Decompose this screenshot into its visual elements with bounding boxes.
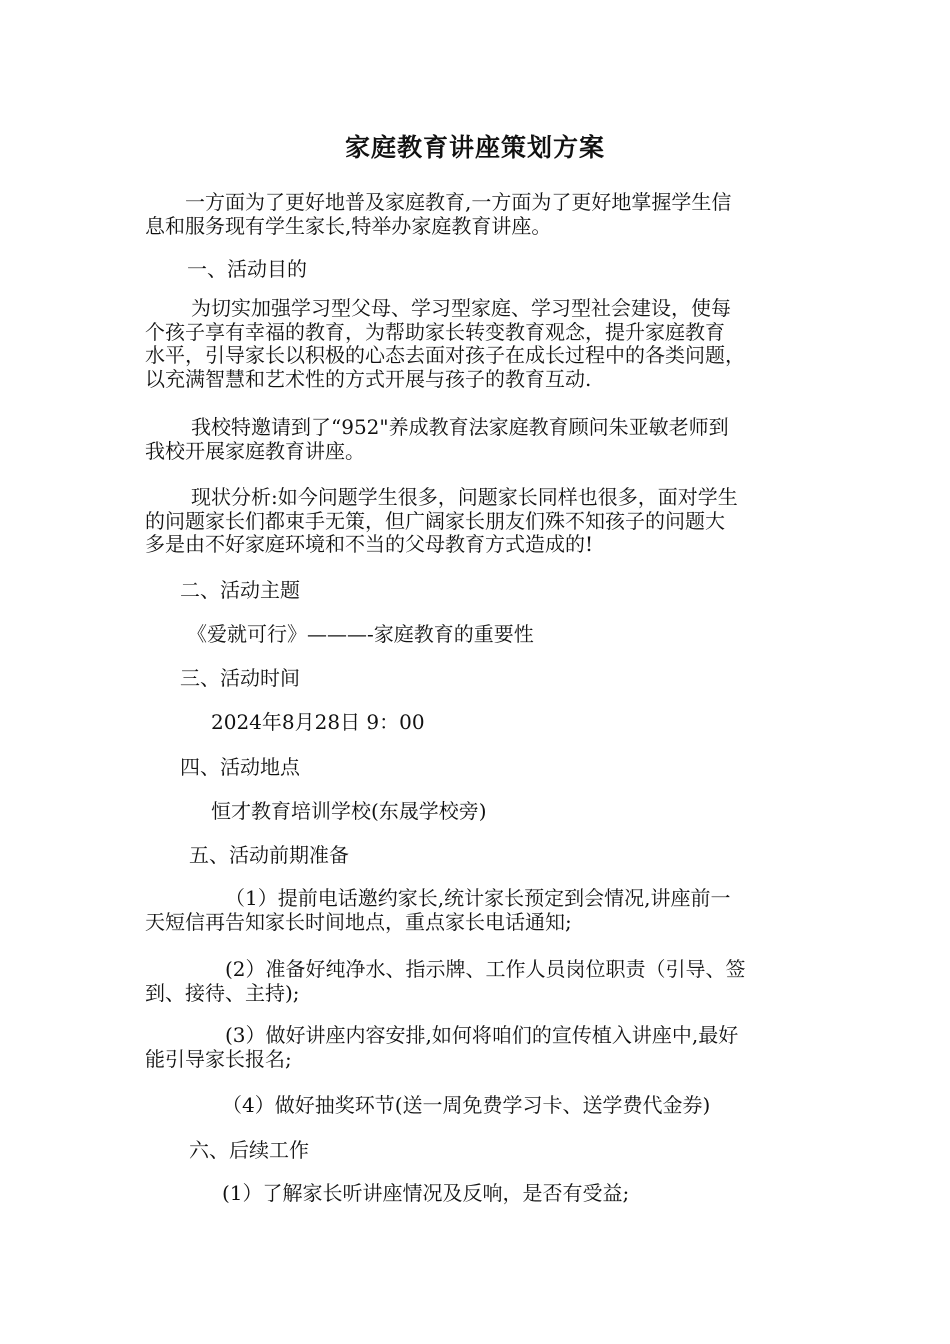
analysis-paragraph: [145, 486, 738, 557]
section-6-heading: 六、后续工作: [189, 1138, 309, 1162]
prep-item-1-line-1: （1）提前电话邀约家长,统计家长预定到会情况,讲座前一: [225, 886, 731, 910]
purpose-line-3: 水平，引导家长以积极的心态去面对孩子在成长过程中的各类问题，: [145, 343, 745, 367]
invite-line-2: 我校开展家庭教育讲座。: [145, 438, 365, 463]
event-time: 2024年8月28日 9：00: [211, 710, 425, 734]
theme-text: 《爱就可行》———-家庭教育的重要性: [187, 622, 534, 646]
invite-paragraph: [145, 416, 729, 463]
invite-line-1: 我校特邀请到了“952"养成教育法家庭教育顾问朱亚敏老师到: [191, 415, 729, 439]
purpose-line-1: 为切实加强学习型父母、学习型家庭、学习型社会建设，使每: [191, 296, 731, 320]
prep-item-4: （4）做好抽奖环节(送一周免费学习卡、送学费代金券): [222, 1093, 711, 1117]
prep-item-3-line-1: (3）做好讲座内容安排,如何将咱们的宣传植入讲座中,最好: [225, 1023, 739, 1047]
intro-line-2: 息和服务现有学生家长,特举办家庭教育讲座。: [145, 213, 552, 238]
prep-item-3-line-2: 能引导家长报名;: [145, 1046, 292, 1071]
intro-paragraph: [145, 191, 731, 238]
intro-line-1: 一方面为了更好地普及家庭教育,一方面为了更好地掌握学生信: [185, 190, 732, 214]
purpose-paragraph: [145, 297, 745, 391]
analysis-line-2: 的问题家长们都束手无策，但广阔家长朋友们殊不知孩子的问题大: [145, 508, 725, 533]
prep-item-2-line-1: (2）准备好纯净水、指示牌、工作人员岗位职责（引导、签: [225, 957, 746, 981]
purpose-line-4: 以充满智慧和艺术性的方式开展与孩子的教育互动.: [145, 366, 592, 391]
purpose-line-2: 个孩子享有幸福的教育，为帮助家长转变教育观念，提升家庭教育: [145, 319, 725, 344]
section-5-heading: 五、活动前期准备: [189, 843, 349, 867]
prep-item-3: [145, 1024, 738, 1071]
prep-item-1-line-2: 天短信再告知家长时间地点，重点家长电话通知;: [145, 909, 572, 934]
analysis-line-1: 现状分析:如今问题学生很多，问题家长同样也很多，面对学生: [191, 485, 738, 509]
event-location: 恒才教育培训学校(东晟学校旁): [211, 799, 487, 823]
section-1-heading: 一、活动目的: [187, 257, 307, 281]
prep-item-2-line-2: 到、接待、主持);: [145, 980, 300, 1005]
analysis-line-3: 多是由不好家庭环境和不当的父母教育方式造成的!: [145, 532, 594, 556]
document-title: 家庭教育讲座策划方案: [344, 133, 605, 162]
prep-item-1: [145, 887, 730, 934]
followup-item-1: (1）了解家长听讲座情况及反响，是否有受益;: [222, 1181, 630, 1205]
section-2-heading: 二、活动主题: [180, 578, 300, 602]
prep-item-2: [145, 958, 746, 1005]
section-4-heading: 四、活动地点: [180, 755, 300, 779]
section-3-heading: 三、活动时间: [180, 666, 300, 690]
